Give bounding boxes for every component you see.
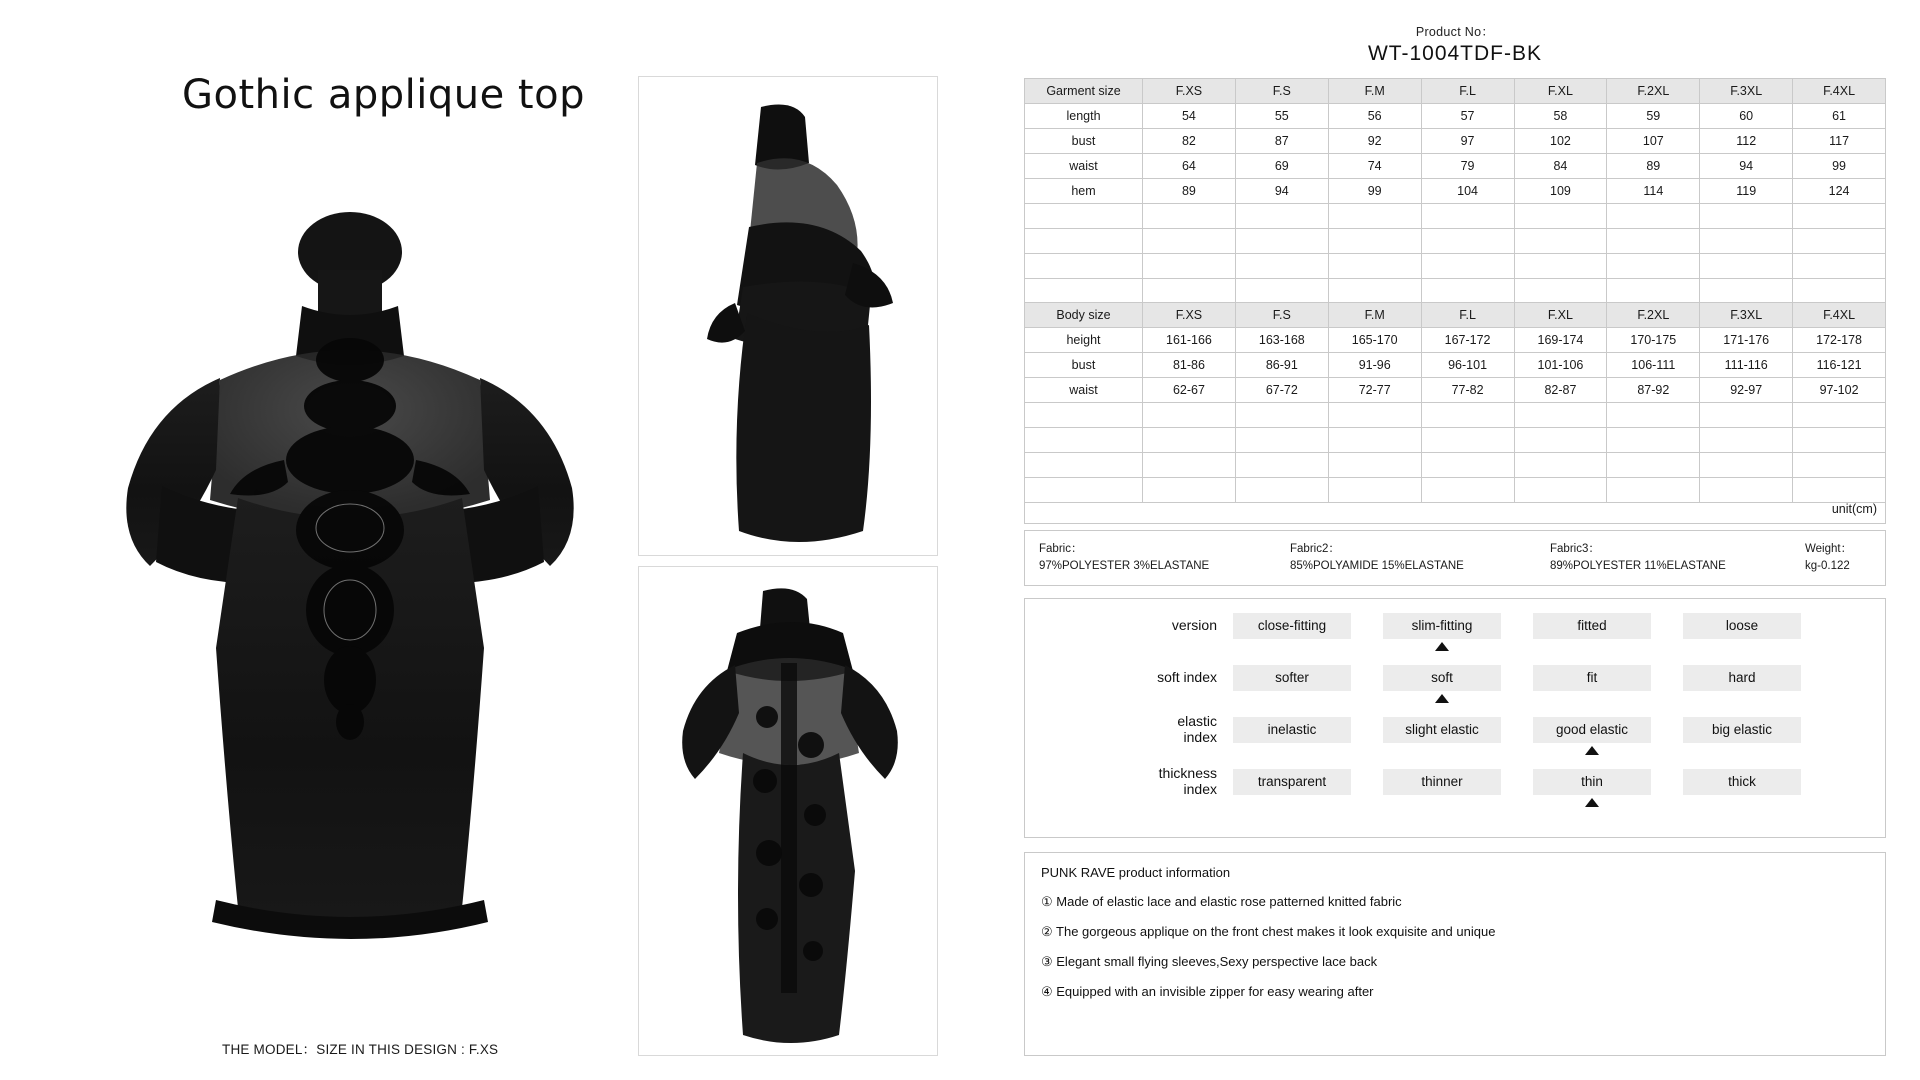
table-cell-blank [1700, 204, 1793, 229]
back-view-photo [638, 566, 938, 1056]
table-cell: 117 [1793, 129, 1886, 154]
product-number-label: Product No： [1415, 25, 1495, 39]
table-cell-blank [1025, 254, 1143, 279]
product-information-item: ① Made of elastic lace and elastic rose patterned knitted fabric [1041, 894, 1402, 909]
table-cell: 165-170 [1328, 328, 1421, 353]
table-cell: 94 [1700, 154, 1793, 179]
table-cell: 60 [1700, 104, 1793, 129]
table-cell: 119 [1700, 179, 1793, 204]
table-cell: 169-174 [1514, 328, 1607, 353]
table-cell: 89 [1143, 179, 1236, 204]
product-information-box [1024, 852, 1886, 1056]
table-cell-blank [1235, 279, 1328, 304]
table-cell-blank [1328, 229, 1421, 254]
garment-size-table [1024, 78, 1886, 304]
index-option[interactable]: fitted [1533, 613, 1651, 639]
table-cell-blank [1607, 403, 1700, 428]
index-option[interactable]: big elastic [1683, 717, 1801, 743]
table-cell: 67-72 [1235, 378, 1328, 403]
table-row [1025, 378, 1886, 403]
table-row-label: length [1025, 104, 1143, 129]
table-cell: 112 [1700, 129, 1793, 154]
table-header-cell: F.XL [1514, 303, 1607, 328]
table-cell: 84 [1514, 154, 1607, 179]
table-cell-blank [1514, 254, 1607, 279]
index-selected-marker-icon [1435, 642, 1449, 651]
product-information-item: ③ Elegant small flying sleeves,Sexy perspective lace back [1041, 954, 1378, 969]
table-cell: 91-96 [1328, 353, 1421, 378]
table-cell-blank [1607, 428, 1700, 453]
table-cell-blank [1421, 204, 1514, 229]
table-cell: 101-106 [1514, 353, 1607, 378]
table-cell-blank [1607, 279, 1700, 304]
table-cell: 54 [1143, 104, 1236, 129]
table-row-label: bust [1025, 353, 1143, 378]
index-option[interactable]: softer [1233, 665, 1351, 691]
fabric-1-value: 97%POLYESTER 3%ELASTANE [1039, 560, 1210, 572]
table-cell-blank [1235, 403, 1328, 428]
fabric-3 [1550, 541, 1726, 575]
table-cell-blank [1235, 428, 1328, 453]
table-cell: 58 [1514, 104, 1607, 129]
product-number [1012, 22, 1898, 66]
table-header-cell: F.3XL [1700, 79, 1793, 104]
table-header-cell: F.XL [1514, 79, 1607, 104]
table-cell-blank [1025, 403, 1143, 428]
table-row-label: waist [1025, 378, 1143, 403]
table-cell: 172-178 [1793, 328, 1886, 353]
table-cell: 82 [1143, 129, 1236, 154]
table-cell-blank [1235, 204, 1328, 229]
index-option[interactable]: fit [1533, 665, 1651, 691]
table-cell: 97 [1421, 129, 1514, 154]
table-cell-blank [1793, 204, 1886, 229]
table-cell-blank [1700, 403, 1793, 428]
table-cell: 89 [1607, 154, 1700, 179]
table-header-cell: F.L [1421, 79, 1514, 104]
table-header-cell: F.3XL [1700, 303, 1793, 328]
fabric-3-value: 89%POLYESTER 11%ELASTANE [1550, 560, 1726, 572]
back-view-illustration [639, 567, 938, 1056]
weight-value: kg-0.122 [1805, 560, 1850, 572]
table-row [1025, 179, 1886, 204]
table-header-cell: Garment size [1025, 79, 1143, 104]
table-cell-blank [1235, 453, 1328, 478]
table-cell-blank [1421, 428, 1514, 453]
index-option[interactable]: close-fitting [1233, 613, 1351, 639]
index-row-label: version [1171, 617, 1217, 633]
table-cell-blank [1514, 428, 1607, 453]
table-cell-blank [1514, 453, 1607, 478]
front-view-photo [70, 210, 630, 940]
index-option[interactable]: loose [1683, 613, 1801, 639]
table-cell-blank [1793, 453, 1886, 478]
table-row [1025, 129, 1886, 154]
table-cell-blank [1700, 428, 1793, 453]
index-option[interactable]: soft [1383, 665, 1501, 691]
index-option[interactable]: slim-fitting [1383, 613, 1501, 639]
table-cell-blank [1700, 229, 1793, 254]
table-cell: 82-87 [1514, 378, 1607, 403]
table-cell: 77-82 [1421, 378, 1514, 403]
side-view-photo [638, 76, 938, 556]
table-cell-blank [1793, 428, 1886, 453]
fabric-2 [1290, 541, 1464, 575]
table-cell: 86-91 [1235, 353, 1328, 378]
table-cell-blank [1607, 453, 1700, 478]
index-row [1025, 765, 1887, 823]
index-row-label: thickness index [1158, 765, 1217, 797]
table-cell-blank [1793, 279, 1886, 304]
table-cell-blank [1328, 428, 1421, 453]
product-index-box [1024, 598, 1886, 838]
fabric-1-label: Fabric： [1039, 543, 1083, 555]
index-option[interactable]: thick [1683, 769, 1801, 795]
table-row-blank [1025, 204, 1886, 229]
table-cell: 99 [1793, 154, 1886, 179]
index-row [1025, 665, 1887, 719]
table-cell-blank [1421, 453, 1514, 478]
table-cell: 96-101 [1421, 353, 1514, 378]
table-cell: 92-97 [1700, 378, 1793, 403]
table-row-blank [1025, 428, 1886, 453]
product-number-value: WT-1004TDF-BK [1367, 42, 1543, 65]
table-cell: 62-67 [1143, 378, 1236, 403]
table-header-cell: F.S [1235, 303, 1328, 328]
fabric-2-value: 85%POLYAMIDE 15%ELASTANE [1290, 560, 1464, 572]
table-cell: 107 [1607, 129, 1700, 154]
table-header-cell: Body size [1025, 303, 1143, 328]
fabric-2-label: Fabric2： [1290, 543, 1340, 555]
table-cell-blank [1328, 453, 1421, 478]
table-cell-blank [1143, 254, 1236, 279]
table-cell-blank [1793, 254, 1886, 279]
model-size-caption: THE MODEL：SIZE IN THIS DESIGN : F.XS [222, 1042, 499, 1057]
table-cell: 69 [1235, 154, 1328, 179]
product-information-item: ④ Equipped with an invisible zipper for easy wearing after [1041, 984, 1374, 999]
table-cell-blank [1793, 229, 1886, 254]
index-selected-marker-icon [1585, 798, 1599, 807]
table-cell: 161-166 [1143, 328, 1236, 353]
table-row [1025, 154, 1886, 179]
index-selected-marker-icon [1585, 746, 1599, 755]
index-option[interactable]: thin [1533, 769, 1651, 795]
table-cell: 81-86 [1143, 353, 1236, 378]
table-cell: 97-102 [1793, 378, 1886, 403]
table-cell: 94 [1235, 179, 1328, 204]
table-cell: 111-116 [1700, 353, 1793, 378]
table-cell: 72-77 [1328, 378, 1421, 403]
fabric-1 [1039, 541, 1209, 575]
table-cell: 102 [1514, 129, 1607, 154]
table-row-label: height [1025, 328, 1143, 353]
unit-note: unit(cm) [1831, 502, 1877, 516]
table-cell-blank [1607, 254, 1700, 279]
table-cell-blank [1421, 403, 1514, 428]
table-cell: 57 [1421, 104, 1514, 129]
table-cell-blank [1025, 229, 1143, 254]
table-cell: 163-168 [1235, 328, 1328, 353]
table-header-row [1025, 303, 1886, 328]
table-header-cell: F.S [1235, 79, 1328, 104]
table-cell-blank [1421, 279, 1514, 304]
table-cell: 124 [1793, 179, 1886, 204]
side-view-illustration [639, 77, 938, 556]
body-size-table [1024, 302, 1886, 503]
product-information-title: PUNK RAVE product information [1041, 865, 1231, 880]
table-header-cell: F.2XL [1607, 79, 1700, 104]
page-title: Gothic applique top [182, 72, 585, 118]
table-header-cell: F.XS [1143, 79, 1236, 104]
table-cell-blank [1143, 204, 1236, 229]
weight-label: Weight： [1805, 543, 1853, 555]
index-row [1025, 713, 1887, 771]
table-cell-blank [1700, 279, 1793, 304]
table-cell-blank [1235, 229, 1328, 254]
table-cell: 171-176 [1700, 328, 1793, 353]
table-cell-blank [1143, 229, 1236, 254]
table-cell-blank [1143, 428, 1236, 453]
table-header-cell: F.4XL [1793, 79, 1886, 104]
table-cell: 56 [1328, 104, 1421, 129]
table-cell-blank [1143, 453, 1236, 478]
table-cell: 109 [1514, 179, 1607, 204]
index-option[interactable]: thinner [1383, 769, 1501, 795]
table-cell: 104 [1421, 179, 1514, 204]
table-cell: 61 [1793, 104, 1886, 129]
table-cell-blank [1143, 279, 1236, 304]
table-cell-blank [1421, 229, 1514, 254]
table-cell-blank [1025, 279, 1143, 304]
table-cell-blank [1328, 254, 1421, 279]
table-header-cell: F.M [1328, 79, 1421, 104]
product-information-item: ② The gorgeous applique on the front chest makes it look exquisite and unique [1041, 924, 1496, 939]
index-selected-marker-icon [1435, 694, 1449, 703]
index-option[interactable]: good elastic [1533, 717, 1651, 743]
table-cell: 59 [1607, 104, 1700, 129]
table-cell: 87 [1235, 129, 1328, 154]
table-header-cell: F.4XL [1793, 303, 1886, 328]
table-cell: 116-121 [1793, 353, 1886, 378]
table-cell-blank [1700, 453, 1793, 478]
unit-row [1024, 498, 1886, 524]
index-option[interactable]: hard [1683, 665, 1801, 691]
table-cell-blank [1421, 254, 1514, 279]
table-header-cell: F.M [1328, 303, 1421, 328]
table-cell: 114 [1607, 179, 1700, 204]
table-cell-blank [1514, 279, 1607, 304]
spec-panel [1012, 0, 1898, 1080]
table-row-blank [1025, 403, 1886, 428]
table-row-blank [1025, 254, 1886, 279]
table-row-blank [1025, 453, 1886, 478]
table-header-row [1025, 79, 1886, 104]
fabric-3-label: Fabric3： [1550, 543, 1600, 555]
table-cell-blank [1025, 428, 1143, 453]
table-cell: 87-92 [1607, 378, 1700, 403]
table-row [1025, 328, 1886, 353]
table-header-cell: F.XS [1143, 303, 1236, 328]
table-cell-blank [1235, 254, 1328, 279]
table-cell: 170-175 [1607, 328, 1700, 353]
table-cell: 74 [1328, 154, 1421, 179]
table-row [1025, 353, 1886, 378]
index-option[interactable]: slight elastic [1383, 717, 1501, 743]
table-cell: 55 [1235, 104, 1328, 129]
table-cell-blank [1607, 229, 1700, 254]
table-row-blank [1025, 279, 1886, 304]
table-header-cell: F.L [1421, 303, 1514, 328]
index-row-label: soft index [1157, 669, 1217, 685]
front-view-illustration [70, 210, 630, 940]
table-cell-blank [1328, 403, 1421, 428]
table-cell-blank [1514, 229, 1607, 254]
table-cell: 99 [1328, 179, 1421, 204]
table-cell: 167-172 [1421, 328, 1514, 353]
table-cell: 64 [1143, 154, 1236, 179]
index-option[interactable]: inelastic [1233, 717, 1351, 743]
index-row-label: elastic index [1177, 713, 1217, 745]
table-row-label: hem [1025, 179, 1143, 204]
table-cell-blank [1025, 453, 1143, 478]
table-cell: 92 [1328, 129, 1421, 154]
table-header-cell: F.2XL [1607, 303, 1700, 328]
table-row-label: bust [1025, 129, 1143, 154]
table-cell: 79 [1421, 154, 1514, 179]
fabric-composition-box [1024, 530, 1886, 586]
table-cell-blank [1514, 204, 1607, 229]
table-cell-blank [1025, 204, 1143, 229]
index-option[interactable]: transparent [1233, 769, 1351, 795]
table-cell-blank [1700, 254, 1793, 279]
table-cell-blank [1328, 204, 1421, 229]
table-row-label: waist [1025, 154, 1143, 179]
table-cell-blank [1143, 403, 1236, 428]
table-cell: 106-111 [1607, 353, 1700, 378]
weight [1805, 541, 1852, 575]
index-row [1025, 613, 1887, 667]
table-row-blank [1025, 229, 1886, 254]
table-cell-blank [1607, 204, 1700, 229]
table-cell-blank [1793, 403, 1886, 428]
table-cell-blank [1514, 403, 1607, 428]
table-cell-blank [1328, 279, 1421, 304]
table-row [1025, 104, 1886, 129]
